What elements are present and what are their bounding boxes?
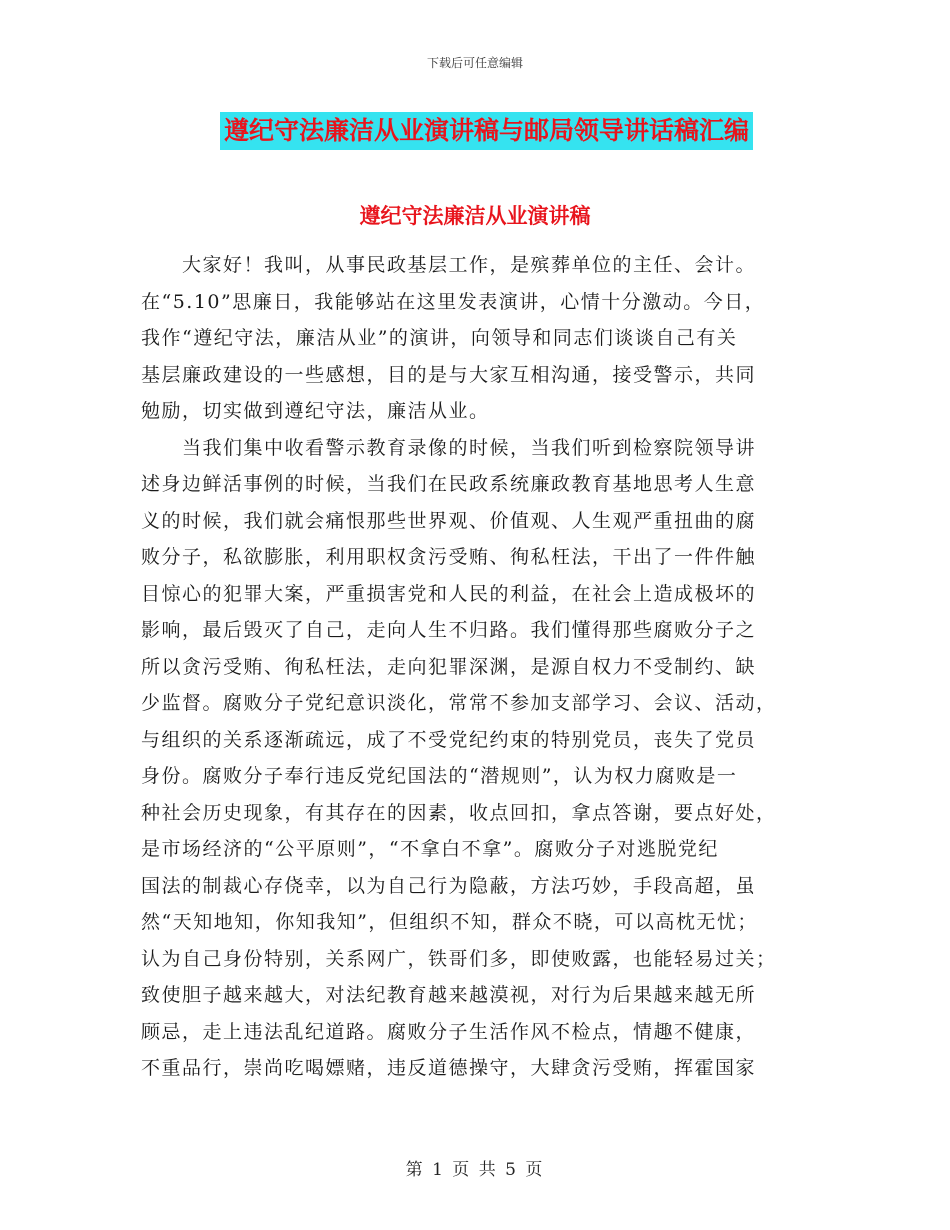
text-line: 在“5.10”思廉日，我能够站在这里发表演讲，心情十分激动。今日，	[141, 290, 766, 313]
text-line: 基层廉政建设的一些感想，目的是与大家互相沟通，接受警示，共同	[141, 363, 757, 386]
text-line: 国法的制裁心存侥幸，以为自己行为隐蔽，方法巧妙，手段高超，虽	[141, 874, 757, 897]
text-line: 勉励，切实做到遵纪守法，廉洁从业。	[141, 400, 490, 422]
text-line: 不重品行，崇尚吃喝嫖赌，违反道德操守，大肆贪污受贿，挥霍国家	[141, 1057, 757, 1079]
text-line: 是市场经济的“公平原则”，“不拿白不拿”。腐败分子对逃脱党纪	[141, 838, 719, 860]
text-line: 影响，最后毁灭了自己，走向人生不归路。我们懂得那些腐败分子之	[141, 619, 757, 641]
text-line: 种社会历史现象，有其存在的因素，收点回扣，拿点答谢，要点好处，	[141, 801, 777, 824]
main-title: 遵纪守法廉洁从业演讲稿与邮局领导讲话稿汇编	[220, 112, 753, 150]
text-line: 所以贪污受贿、徇私枉法，走向犯罪深渊，是源自权力不受制约、缺	[141, 655, 757, 678]
text-line: 大家好！我叫，从事民政基层工作，是殡葬单位的主任、会计。	[141, 254, 757, 276]
section-title: 遵纪守法廉洁从业演讲稿	[359, 204, 591, 228]
text-line: 当我们集中收看警示教育录像的时候，当我们听到检察院领导讲	[141, 436, 757, 459]
text-line: 身份。腐败分子奉行违反党纪国法的“潜规则”，认为权力腐败是一	[141, 765, 738, 787]
text-line: 目惊心的犯罪大案，严重损害党和人民的利益，在社会上造成极坏的	[141, 582, 757, 605]
page-footer: 第 1 页 共 5 页	[405, 1160, 545, 1180]
text-line: 顾忌，走上违法乱纪道路。腐败分子生活作风不检点，情趣不健康，	[141, 1020, 757, 1043]
text-line: 与组织的关系逐渐疏远，成了不受党纪约束的特别党员，丧失了党员	[141, 728, 757, 751]
text-line: 述身边鲜活事例的时候，当我们在民政系统廉政教育基地思考人生意	[141, 473, 757, 495]
text-line: 致使胆子越来越大，对法纪教育越来越漠视，对行为后果越来越无所	[141, 984, 757, 1006]
text-line: 少监督。腐败分子党纪意识淡化，常常不参加支部学习、会议、活动，	[141, 692, 777, 714]
text-line: 义的时候，我们就会痛恨那些世界观、价值观、人生观严重扭曲的腐	[141, 509, 757, 532]
body-text	[141, 247, 809, 1087]
text-line: 然“天知地知，你知我知”，但组织不知，群众不晓，可以高枕无忧；	[141, 911, 758, 933]
text-line: 认为自己身份特别，关系网广，铁哥们多，即使败露，也能轻易过关；	[141, 947, 777, 970]
text-line: 我作“遵纪守法，廉洁从业”的演讲，向领导和同志们谈谈自己有关	[141, 327, 738, 349]
text-line: 败分子，私欲膨胀，利用职权贪污受贿、徇私枉法，干出了一件件触	[141, 546, 757, 568]
header-note: 下载后可任意编辑	[426, 56, 523, 70]
